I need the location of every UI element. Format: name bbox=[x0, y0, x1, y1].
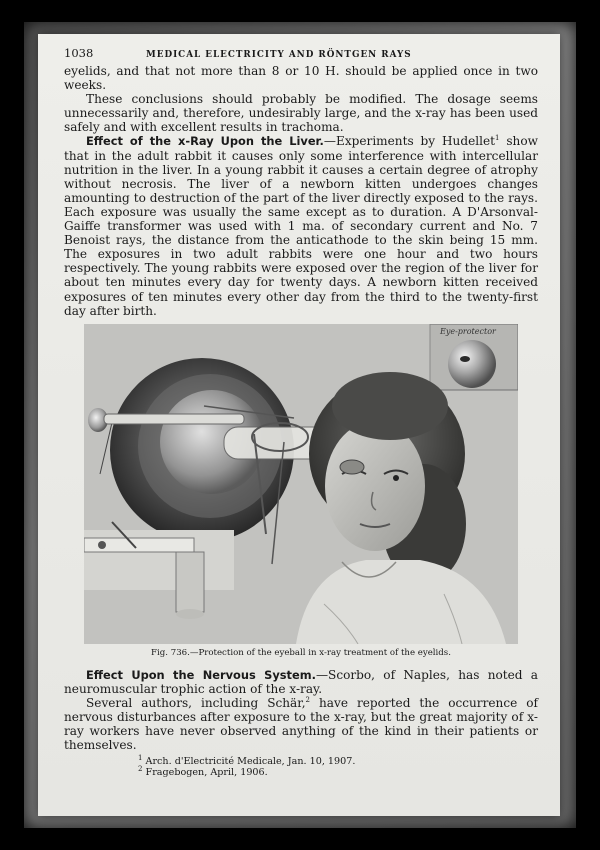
paragraph-liver bbox=[64, 134, 538, 317]
footnote-ref-1[interactable]: 1 bbox=[495, 134, 500, 143]
eye-protector-detail bbox=[448, 340, 496, 388]
footnote-2 bbox=[138, 767, 538, 778]
footnote-1-mark: 1 bbox=[138, 754, 143, 763]
footnotes bbox=[64, 756, 538, 778]
footnote-2-mark: 2 bbox=[138, 765, 143, 774]
footnote-1 bbox=[138, 756, 538, 767]
running-head bbox=[64, 46, 538, 60]
book-page bbox=[38, 34, 560, 816]
paragraph-conclusions: These conclusions should probably be modified. The dosage seems unnecessarily and, therefore, undesirably large, and the x-ray has been used safely and with excellent results in trachoma. bbox=[64, 92, 538, 135]
footnote-1-text: Arch. d'Electricité Medicale, Jan. 10, 1907. bbox=[145, 756, 356, 768]
paragraph-nervous-system bbox=[64, 668, 538, 696]
paragraph-schar bbox=[64, 696, 538, 752]
page-content bbox=[64, 46, 538, 778]
inset-label: Eye-protector bbox=[440, 326, 496, 336]
schar-text-intro: Several authors, including Schär, bbox=[86, 695, 306, 710]
eye-protector-illustration bbox=[84, 324, 518, 644]
running-head-title: MEDICAL ELECTRICITY AND RÖNTGEN RAYS bbox=[146, 50, 412, 60]
schar-text-body: have reported the occurrence of nervous disturbances after exposure to the x-ray, but the great majority of x-ray workers have never observed anything of the kind in their patients or themselves. bbox=[64, 695, 538, 753]
liver-text-intro: —Experiments by Hudellet bbox=[323, 134, 495, 149]
page-number: 1038 bbox=[64, 46, 94, 60]
paragraph-eyelids: eyelids, and that not more than 8 or 10 H. should be applied once in two weeks. bbox=[64, 64, 538, 93]
section-heading-liver: Effect of the x-Ray Upon the Liver. bbox=[86, 134, 324, 149]
liver-text-body: show that in the adult rabbit it causes only some interference with intercellular nutrition in the liver. In a young rabbit it causes a certain degree of atrophy without necrosis. The liver of a newborn kitten undergoes changes amounting to destruction of the part of the liver directly exposed to the rays. Each exposure was usually the same except as to duration. A D'Arsonval-Gaiffe transformer was used with 1 ma. of secondary current and No. 7 Benoist rays, the distance from the anticathode to the skin being 15 mm. The exposures in two adult rabbits were one hour and two hours respectively. The young rabbits were exposed over the region of the liver for about ten minutes every day for twenty days. A newborn kitten received exposures of ten minutes every other day from the third to the twenty-first day after birth. bbox=[64, 134, 538, 318]
figure-caption: Fig. 736.—Protection of the eyeball in x-ray treatment of the eyelids. bbox=[151, 647, 451, 658]
figure-illustration bbox=[84, 324, 518, 644]
section-heading-nervous: Effect Upon the Nervous System. bbox=[86, 667, 316, 682]
nervous-text: —Scorbo, of Naples, has noted a neuromuscular trophic action of the x-ray. bbox=[64, 667, 539, 696]
footnote-ref-2[interactable]: 2 bbox=[305, 695, 311, 704]
footnote-2-text: Fragebogen, April, 1906. bbox=[145, 767, 268, 779]
